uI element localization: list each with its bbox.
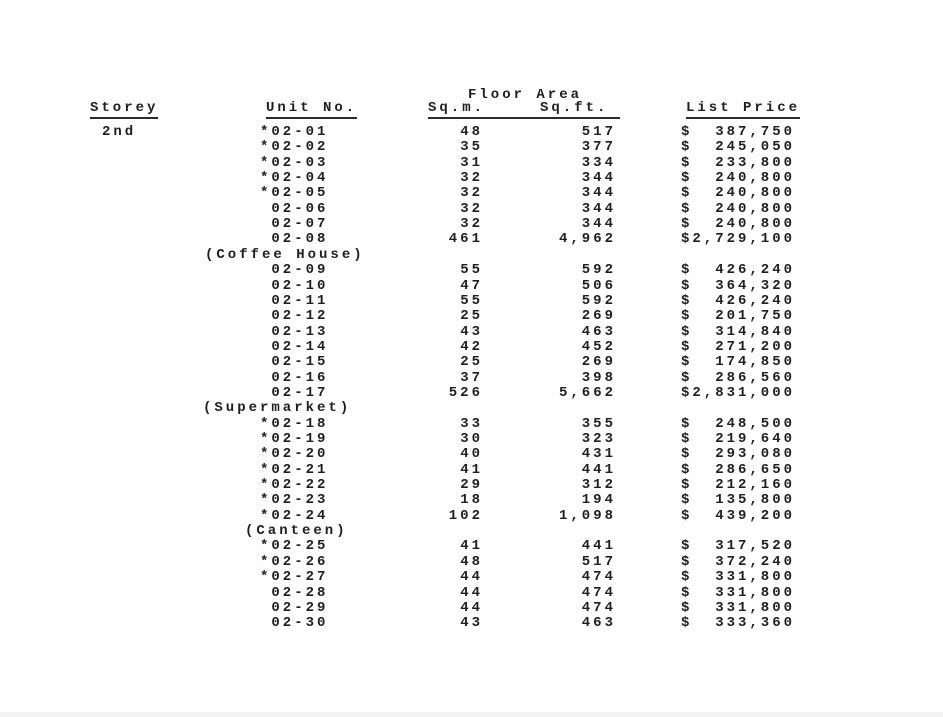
price-cell: $ 317,520	[681, 538, 796, 555]
unit-note-row	[0, 247, 943, 262]
sqm-cell: 35	[460, 139, 483, 156]
price-cell: $ 240,800	[681, 170, 796, 187]
unit-note: (Supermarket)	[203, 400, 352, 417]
floor-area-group-header: Floor Area	[468, 87, 583, 103]
sqm-cell: 41	[460, 538, 483, 555]
table-row	[0, 354, 943, 369]
sqm-cell: 32	[460, 216, 483, 233]
column-header-list-price: List Price	[686, 100, 800, 119]
sqft-cell: 474	[581, 584, 616, 601]
storey-value: 2nd	[102, 124, 137, 140]
table-row	[0, 139, 943, 154]
sqft-cell: 334	[581, 154, 616, 171]
table-row	[0, 370, 943, 385]
price-cell: $ 135,800	[681, 492, 796, 509]
sqft-cell: 377	[581, 139, 616, 156]
sqm-cell: 41	[460, 461, 483, 478]
table-row	[0, 216, 943, 231]
price-cell: $ 439,200	[681, 507, 796, 524]
table-row	[0, 231, 943, 246]
unit-cell: 02-15	[260, 354, 329, 371]
unit-cell: 02-13	[260, 323, 329, 340]
table-row	[0, 339, 943, 354]
price-cell: $ 240,800	[681, 185, 796, 202]
unit-cell: 02-08	[260, 231, 329, 248]
sqm-cell: 461	[448, 231, 483, 248]
sqm-cell: 55	[460, 292, 483, 309]
unit-note-row	[0, 400, 943, 415]
unit-cell: 02-29	[260, 599, 329, 616]
unit-cell: *02-27	[260, 569, 329, 586]
sqft-cell: 269	[581, 354, 616, 371]
sqft-cell: 1,098	[558, 507, 616, 524]
unit-cell: *02-19	[260, 431, 329, 447]
sqft-cell: 517	[581, 124, 616, 140]
sqft-cell: 431	[581, 446, 616, 463]
sqm-cell: 43	[460, 615, 483, 632]
sqm-cell: 33	[460, 415, 483, 432]
sqm-cell: 48	[460, 553, 483, 570]
table-row	[0, 262, 943, 277]
sqft-cell: 441	[581, 461, 616, 478]
sqm-cell: 40	[460, 446, 483, 463]
sqft-cell: 441	[581, 538, 616, 555]
price-cell: $ 286,560	[681, 369, 796, 386]
table-row	[0, 615, 943, 630]
sqm-cell: 32	[460, 170, 483, 187]
sqft-cell: 344	[581, 170, 616, 187]
unit-cell: 02-30	[260, 615, 329, 632]
unit-cell: 02-17	[260, 384, 329, 401]
sqft-cell: 355	[581, 415, 616, 432]
table-row	[0, 124, 943, 139]
sqm-cell: 48	[460, 124, 483, 140]
sqft-cell: 344	[581, 185, 616, 202]
unit-cell: *02-24	[260, 507, 329, 524]
sqft-cell: 344	[581, 216, 616, 233]
table-row	[0, 569, 943, 584]
price-cell: $ 331,800	[681, 599, 796, 616]
table-row	[0, 324, 943, 339]
unit-cell: *02-26	[260, 553, 329, 570]
sqm-cell: 55	[460, 262, 483, 279]
unit-cell: *02-18	[260, 415, 329, 432]
price-cell: $ 271,200	[681, 338, 796, 355]
sqm-cell: 37	[460, 369, 483, 386]
price-cell: $ 248,500	[681, 415, 796, 432]
table-row	[0, 554, 943, 569]
table-row	[0, 462, 943, 477]
sqm-cell: 25	[460, 354, 483, 371]
sqm-cell: 44	[460, 584, 483, 601]
sqm-cell: 32	[460, 185, 483, 202]
unit-cell: 02-16	[260, 369, 329, 386]
price-cell: $ 219,640	[681, 431, 796, 447]
table-row	[0, 278, 943, 293]
price-cell: $ 426,240	[681, 292, 796, 309]
unit-cell: *02-04	[260, 170, 329, 187]
unit-note-row	[0, 523, 943, 538]
sqm-cell: 44	[460, 569, 483, 586]
sqft-cell: 269	[581, 308, 616, 325]
sqm-cell: 102	[448, 507, 483, 524]
sqft-cell: 4,962	[558, 231, 616, 248]
column-header-sqft: Sq.ft.	[540, 100, 609, 116]
sqft-cell: 344	[581, 200, 616, 217]
unit-cell: *02-03	[260, 154, 329, 171]
unit-cell: *02-21	[260, 461, 329, 478]
price-cell: $ 293,080	[681, 446, 796, 463]
sqm-cell: 47	[460, 277, 483, 294]
sqm-cell: 44	[460, 599, 483, 616]
unit-cell: *02-05	[260, 185, 329, 202]
table-row	[0, 185, 943, 200]
unit-cell: 02-06	[260, 200, 329, 217]
price-cell: $ 201,750	[681, 308, 796, 325]
sqm-cell: 29	[460, 477, 483, 494]
table-row	[0, 477, 943, 492]
price-cell: $ 174,850	[681, 354, 796, 371]
table-row	[0, 201, 943, 216]
table-row	[0, 155, 943, 170]
unit-cell: *02-02	[260, 139, 329, 156]
column-header-sqm: Sq.m.	[428, 100, 486, 116]
price-cell: $ 364,320	[681, 277, 796, 294]
scan-edge-artifact	[0, 712, 943, 717]
price-cell: $ 286,650	[681, 461, 796, 478]
sqm-cell: 31	[460, 154, 483, 171]
table-row	[0, 446, 943, 461]
unit-cell: 02-09	[260, 262, 329, 279]
table-row	[0, 508, 943, 523]
table-row	[0, 293, 943, 308]
sqft-cell: 463	[581, 615, 616, 632]
price-cell: $ 240,800	[681, 216, 796, 233]
unit-note: (Canteen)	[245, 523, 348, 540]
unit-cell: 02-11	[260, 292, 329, 309]
price-cell: $2,729,100	[681, 231, 796, 248]
unit-cell: *02-20	[260, 446, 329, 463]
sqft-cell: 592	[581, 262, 616, 279]
table-row	[0, 538, 943, 553]
sqft-cell: 323	[581, 431, 616, 447]
price-cell: $ 245,050	[681, 139, 796, 156]
column-header-storey: Storey	[90, 100, 158, 119]
unit-cell: *02-25	[260, 538, 329, 555]
sqft-cell: 312	[581, 477, 616, 494]
sqft-cell: 517	[581, 553, 616, 570]
sqm-cell: 42	[460, 338, 483, 355]
table-row	[0, 431, 943, 446]
unit-cell: *02-23	[260, 492, 329, 509]
price-cell: $2,831,000	[681, 384, 796, 401]
price-cell: $ 387,750	[681, 124, 796, 140]
sqm-cell: 43	[460, 323, 483, 340]
price-cell: $ 212,160	[681, 477, 796, 494]
unit-cell: 02-07	[260, 216, 329, 233]
price-cell: $ 426,240	[681, 262, 796, 279]
sqft-cell: 474	[581, 599, 616, 616]
price-cell: $ 233,800	[681, 154, 796, 171]
sqm-cell: 526	[448, 384, 483, 401]
price-cell: $ 240,800	[681, 200, 796, 217]
unit-note: (Coffee House)	[205, 246, 365, 263]
sqft-cell: 452	[581, 338, 616, 355]
price-cell: $ 331,800	[681, 569, 796, 586]
unit-cell: *02-22	[260, 477, 329, 494]
table-row	[0, 385, 943, 400]
column-header-unit-no: Unit No.	[266, 100, 357, 119]
sqm-cell: 32	[460, 200, 483, 217]
table-row	[0, 170, 943, 185]
table-row	[0, 585, 943, 600]
price-cell: $ 314,840	[681, 323, 796, 340]
sqft-cell: 398	[581, 369, 616, 386]
sqft-cell: 194	[581, 492, 616, 509]
sqft-cell: 592	[581, 292, 616, 309]
sqft-cell: 474	[581, 569, 616, 586]
table-row	[0, 416, 943, 431]
sqm-cell: 25	[460, 308, 483, 325]
unit-cell: *02-01	[260, 124, 329, 140]
unit-cell: 02-28	[260, 584, 329, 601]
sqft-cell: 463	[581, 323, 616, 340]
unit-cell: 02-10	[260, 277, 329, 294]
unit-cell: 02-14	[260, 338, 329, 355]
unit-cell: 02-12	[260, 308, 329, 325]
sqft-cell: 5,662	[558, 384, 616, 401]
table-row	[0, 600, 943, 615]
table-row	[0, 492, 943, 507]
sqm-cell: 18	[460, 492, 483, 509]
sqm-cell: 30	[460, 431, 483, 447]
table-row	[0, 308, 943, 323]
price-cell: $ 331,800	[681, 584, 796, 601]
price-cell: $ 372,240	[681, 553, 796, 570]
price-cell: $ 333,360	[681, 615, 796, 632]
sqft-cell: 506	[581, 277, 616, 294]
